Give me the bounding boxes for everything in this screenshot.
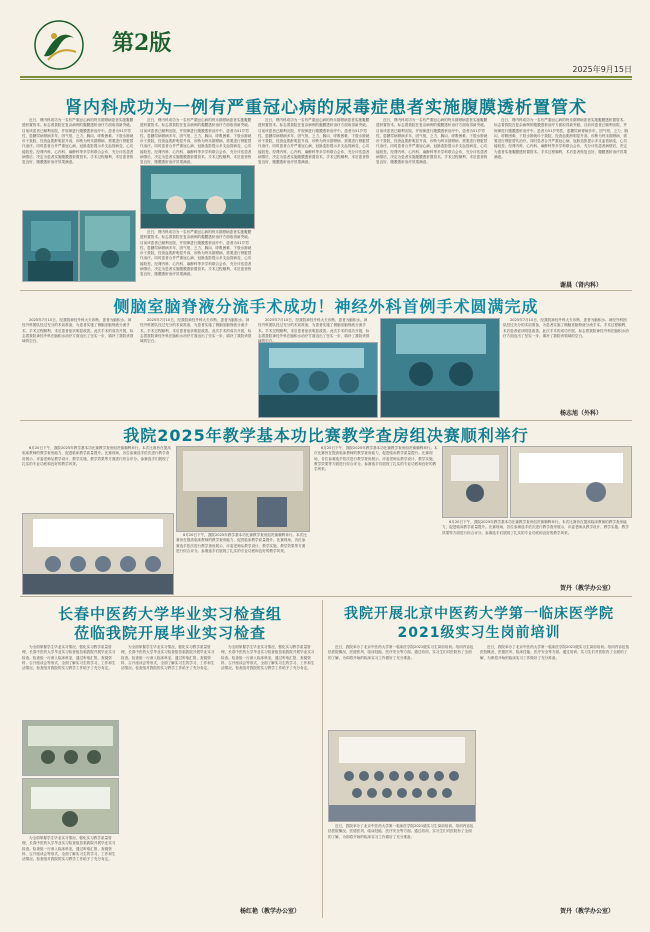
article-1-headline: 肾内科成功为一例有严重冠心病的尿毒症患者实施腹膜透析置管术 [65,98,587,118]
article-1-body-col3: 近日，肾内科成功为一名有严重冠心病的终末期肾病患者实施腹膜透析置管术。标志着我院在复杂病例的腹膜透析治疗方面取得新突破。目前该患者已顺利出院，并规律进行腹膜透析治疗中。患者为51岁男性，患糖尿病肾病多年，因气短、乏力、胸闷、呼吸困难、下肢水肿就诊于我院，经查血肌酐明显升高，诊断为终末期肾病，需要进行肾脏替代治疗。同时患者合并严重冠心病，冠脉造影提示多支血管病变，心功能较差。经肾内科、心内科、麻醉科等多学科联合会诊，充分评估患者病情后，决定为患者实施腹膜透析置管术。手术过程顺利，术后患者恢复良好，腹膜透析治疗效果满意。 [140,230,252,277]
section-divider-3 [20,596,632,597]
article-2-body-col1: 2025年7月10日，经我院神经外科大夫诊断，患者为脑积水。神经外科团队经过充分的术前准备，为患者实施了侧脑室脑脊液分流手术。手术过程顺利，术后患者症状明显改善。此次手术的成功开展，标志着我院神经外科在脑积水治疗方面迈出了坚实一步，填补了我院该领域的空白。 [22,318,134,344]
issue-date: 2025年9月15日 [572,65,632,74]
article-3-body-col3: 6月20日下午，我院2025年教学基本功比赛教学查房组决赛顺利举行。本次比赛旨在提高临床教师的教学查房能力，促进临床教学质量提升。比赛现场，各位参赛选手依次进行教学查房展示，评委老师从教学设计、教学实施、教学效果等方面进行综合评分。参赛选手们展现了扎实的专业功底和良好的教学风采。 [314,446,438,472]
article-2-headline: 侧脑室脑脊液分流手术成功！神经外科首例手术圆满完成 [113,297,539,316]
article-3-photo-3 [442,446,508,518]
masthead [20,14,632,84]
article-1-body-col2: 近日，肾内科成功为一名有严重冠心病的终末期肾病患者实施腹膜透析置管术。标志着我院在复杂病例的腹膜透析治疗方面取得新突破。目前该患者已顺利出院，并规律进行腹膜透析治疗中。患者为51岁男性，患糖尿病肾病多年，因气短、乏力、胸闷、呼吸困难、下肢水肿就诊于我院，经查血肌酐明显升高，诊断为终末期肾病，需要进行肾脏替代治疗。同时患者合并严重冠心病，冠脉造影提示多支血管病变，心功能较差。经肾内科、心内科、麻醉科等多学科联合会诊，充分评估患者病情后，决定为患者实施腹膜透析置管术。手术过程顺利，术后患者恢复良好，腹膜透析治疗效果满意。 [140,118,252,165]
bottom-column-divider [322,600,323,918]
article-5-body-col2: 近日，我院举办了北京中医药大学第一临床医学院2021级实习生岗前培训。培训内容包括医院概况、医德医风、临床技能、医疗安全等方面。通过培训，实习生们对医院有了全面的了解，为即将开始的临床实习工作做好了充分准备。 [328,824,474,839]
article-5-headline-line-1: 我院开展北京中医药大学第一临床医学院 [344,606,614,622]
hospital-logo-icon [30,16,92,74]
article-4-body-col4: 为全面掌握学生毕业实习情况，强化实习教学质量管理，长春中医药大学毕业实习检查组莅临我院开展毕业实习检查。检查组一行深入临床科室，通过听取汇报、查阅资料、召开座谈会等形式，全面了解实习生的学习、工作和生活情况。检查组对我院的实习教学工作给予了充分肯定。 [221,645,315,671]
article-1-body-col6: 近日，肾内科成功为一名有严重冠心病的终末期肾病患者实施腹膜透析置管术。标志着我院在复杂病例的腹膜透析治疗方面取得新突破。目前该患者已顺利出院，并规律进行腹膜透析治疗中。患者为51岁男性，患糖尿病肾病多年，因气短、乏力、胸闷、呼吸困难、下肢水肿就诊于我院，经查血肌酐明显升高，诊断为终末期肾病，需要进行肾脏替代治疗。同时患者合并严重冠心病，冠脉造影提示多支血管病变，心功能较差。经肾内科、心内科、麻醉科等多学科联合会诊，充分评估患者病情后，决定为患者实施腹膜透析置管术。手术过程顺利，术后患者恢复良好，腹膜透析治疗效果满意。 [494,118,628,160]
article-4-photo-1 [22,720,119,776]
article-4-body-col1: 为全面掌握学生毕业实习情况，强化实习教学质量管理，长春中医药大学毕业实习检查组莅临我院开展毕业实习检查。检查组一行深入临床科室，通过听取汇报、查阅资料、召开座谈会等形式，全面了解实习生的学习、工作和生活情况。检查组对我院的实习教学工作给予了充分肯定。 [22,645,116,671]
article-2-photo-2 [380,318,500,418]
article-2-body-col3: 2025年7月10日，经我院神经外科大夫诊断，患者为脑积水。神经外科团队经过充分的术前准备，为患者实施了侧脑室脑脊液分流手术。手术过程顺利，术后患者症状明显改善。此次手术的成功开展，标志着我院神经外科在脑积水治疗方面迈出了坚实一步，填补了我院该领域的空白。 [258,318,370,344]
article-3-photo-2 [176,446,310,532]
article-1-body-col1: 近日，肾内科成功为一名有严重冠心病的终末期肾病患者实施腹膜透析置管术。标志着我院在复杂病例的腹膜透析治疗方面取得新突破。目前该患者已顺利出院，并规律进行腹膜透析治疗中。患者为51岁男性，患糖尿病肾病多年，因气短、乏力、胸闷、呼吸困难、下肢水肿就诊于我院，经查血肌酐明显升高，诊断为终末期肾病，需要进行肾脏替代治疗。同时患者合并严重冠心病，冠脉造影提示多支血管病变，心功能较差。经肾内科、心内科、麻醉科等多学科联合会诊，充分评估患者病情后，决定为患者实施腹膜透析置管术。手术过程顺利，术后患者恢复良好，腹膜透析治疗效果满意。 [22,118,134,165]
article-5-body-col3: 近日，我院举办了北京中医药大学第一临床医学院2021级实习生岗前培训。培训内容包括医院概况、医德医风、临床技能、医疗安全等方面。通过培训，实习生们对医院有了全面的了解，为即将开始的临床实习工作做好了充分准备。 [480,645,630,660]
article-1-photo-1 [22,210,79,282]
article-2-author: 杨志旭（外科） [560,410,603,417]
article-4-body-col3: 为全面掌握学生毕业实习情况，强化实习教学质量管理，长春中医药大学毕业实习检查组莅临我院开展毕业实习检查。检查组一行深入临床科室，通过听取汇报、查阅资料、召开座谈会等形式，全面了解实习生的学习、工作和生活情况。检查组对我院的实习教学工作给予了充分肯定。 [121,645,215,671]
article-3-headline: 我院2025年教学基本功比赛教学查房组决赛顺利举行 [123,426,529,445]
article-1-author: 谢晨（肾内科） [560,282,603,289]
article-3-photo-1 [22,513,174,595]
article-4-author: 杨红艳（教学办公室） [240,908,301,915]
edition-label: 第2版 [112,30,172,56]
article-5-headline-line-2: 2021级实习生岗前培训 [397,625,561,641]
article-2-photo-1 [258,342,378,418]
section-divider-2 [20,420,632,421]
article-4-body-col2: 为全面掌握学生毕业实习情况，强化实习教学质量管理，长春中医药大学毕业实习检查组莅临我院开展毕业实习检查。检查组一行深入临床科室，通过听取汇报、查阅资料、召开座谈会等形式，全面了解实习生的学习、工作和生活情况。检查组对我院的实习教学工作给予了充分肯定。 [22,836,116,862]
article-4-headline-line-2: 莅临我院开展毕业实习检查 [73,624,266,642]
article-5-body-col1: 近日，我院举办了北京中医药大学第一临床医学院2021级实习生岗前培训。培训内容包括医院概况、医德医风、临床技能、医疗安全等方面。通过培训，实习生们对医院有了全面的了解，为即将开始的临床实习工作做好了充分准备。 [328,645,474,660]
article-3-body-col1: 6月20日下午，我院2025年教学基本功比赛教学查房组决赛顺利举行。本次比赛旨在提高临床教师的教学查房能力，促进临床教学质量提升。比赛现场，各位参赛选手依次进行教学查房展示，评委老师从教学设计、教学实施、教学效果等方面进行综合评分。参赛选手们展现了扎实的专业功底和良好的教学风采。 [22,446,171,466]
article-3-author: 贺丹（教学办公室） [560,585,615,592]
article-5-author: 贺丹（教学办公室） [560,908,615,915]
article-2-body-col2: 2025年7月10日，经我院神经外科大夫诊断，患者为脑积水。神经外科团队经过充分的术前准备，为患者实施了侧脑室脑脊液分流手术。手术过程顺利，术后患者症状明显改善。此次手术的成功开展，标志着我院神经外科在脑积水治疗方面迈出了坚实一步，填补了我院该领域的空白。 [140,318,252,344]
article-3-body-col4: 6月20日下午，我院2025年教学基本功比赛教学查房组决赛顺利举行。本次比赛旨在提高临床教师的教学查房能力，促进临床教学质量提升。比赛现场，各位参赛选手依次进行教学查房展示，评委老师从教学设计、教学实施、教学效果等方面进行综合评分。参赛选手们展现了扎实的专业功底和良好的教学风采。 [442,520,629,535]
article-2-body-col4: 2025年7月10日，经我院神经外科大夫诊断，患者为脑积水。神经外科团队经过充分的术前准备，为患者实施了侧脑室脑脊液分流手术。手术过程顺利，术后患者症状明显改善。此次手术的成功开展，标志着我院神经外科在脑积水治疗方面迈出了坚实一步，填补了我院该领域的空白。 [503,318,629,338]
article-3-photo-4 [510,446,632,518]
masthead-rule [20,76,632,78]
article-5-photo-1 [328,730,476,822]
article-3-body-col2: 6月20日下午，我院2025年教学基本功比赛教学查房组决赛顺利举行。本次比赛旨在提高临床教师的教学查房能力，促进临床教学质量提升。比赛现场，各位参赛选手依次进行教学查房展示，评委老师从教学设计、教学实施、教学效果等方面进行综合评分。参赛选手们展现了扎实的专业功底和良好的教学风采。 [176,533,307,553]
article-1-body-col5: 近日，肾内科成功为一名有严重冠心病的终末期肾病患者实施腹膜透析置管术。标志着我院在复杂病例的腹膜透析治疗方面取得新突破。目前该患者已顺利出院，并规律进行腹膜透析治疗中。患者为51岁男性，患糖尿病肾病多年，因气短、乏力、胸闷、呼吸困难、下肢水肿就诊于我院，经查血肌酐明显升高，诊断为终末期肾病，需要进行肾脏替代治疗。同时患者合并严重冠心病，冠脉造影提示多支血管病变，心功能较差。经肾内科、心内科、麻醉科等多学科联合会诊，充分评估患者病情后，决定为患者实施腹膜透析置管术。手术过程顺利，术后患者恢复良好，腹膜透析治疗效果满意。 [376,118,488,165]
masthead-rule-thin [20,79,632,80]
article-1-body-col4: 近日，肾内科成功为一名有严重冠心病的终末期肾病患者实施腹膜透析置管术。标志着我院在复杂病例的腹膜透析治疗方面取得新突破。目前该患者已顺利出院，并规律进行腹膜透析治疗中。患者为51岁男性，患糖尿病肾病多年，因气短、乏力、胸闷、呼吸困难、下肢水肿就诊于我院，经查血肌酐明显升高，诊断为终末期肾病，需要进行肾脏替代治疗。同时患者合并严重冠心病，冠脉造影提示多支血管病变，心功能较差。经肾内科、心内科、麻醉科等多学科联合会诊，充分评估患者病情后，决定为患者实施腹膜透析置管术。手术过程顺利，术后患者恢复良好，腹膜透析治疗效果满意。 [258,118,370,165]
article-1-photo-3 [140,165,255,229]
article-4-headline-line-1: 长春中医药大学毕业实习检查组 [57,605,282,623]
section-divider-1 [20,290,632,291]
article-1-photo-2 [79,210,136,282]
article-4-photo-2 [22,778,119,834]
